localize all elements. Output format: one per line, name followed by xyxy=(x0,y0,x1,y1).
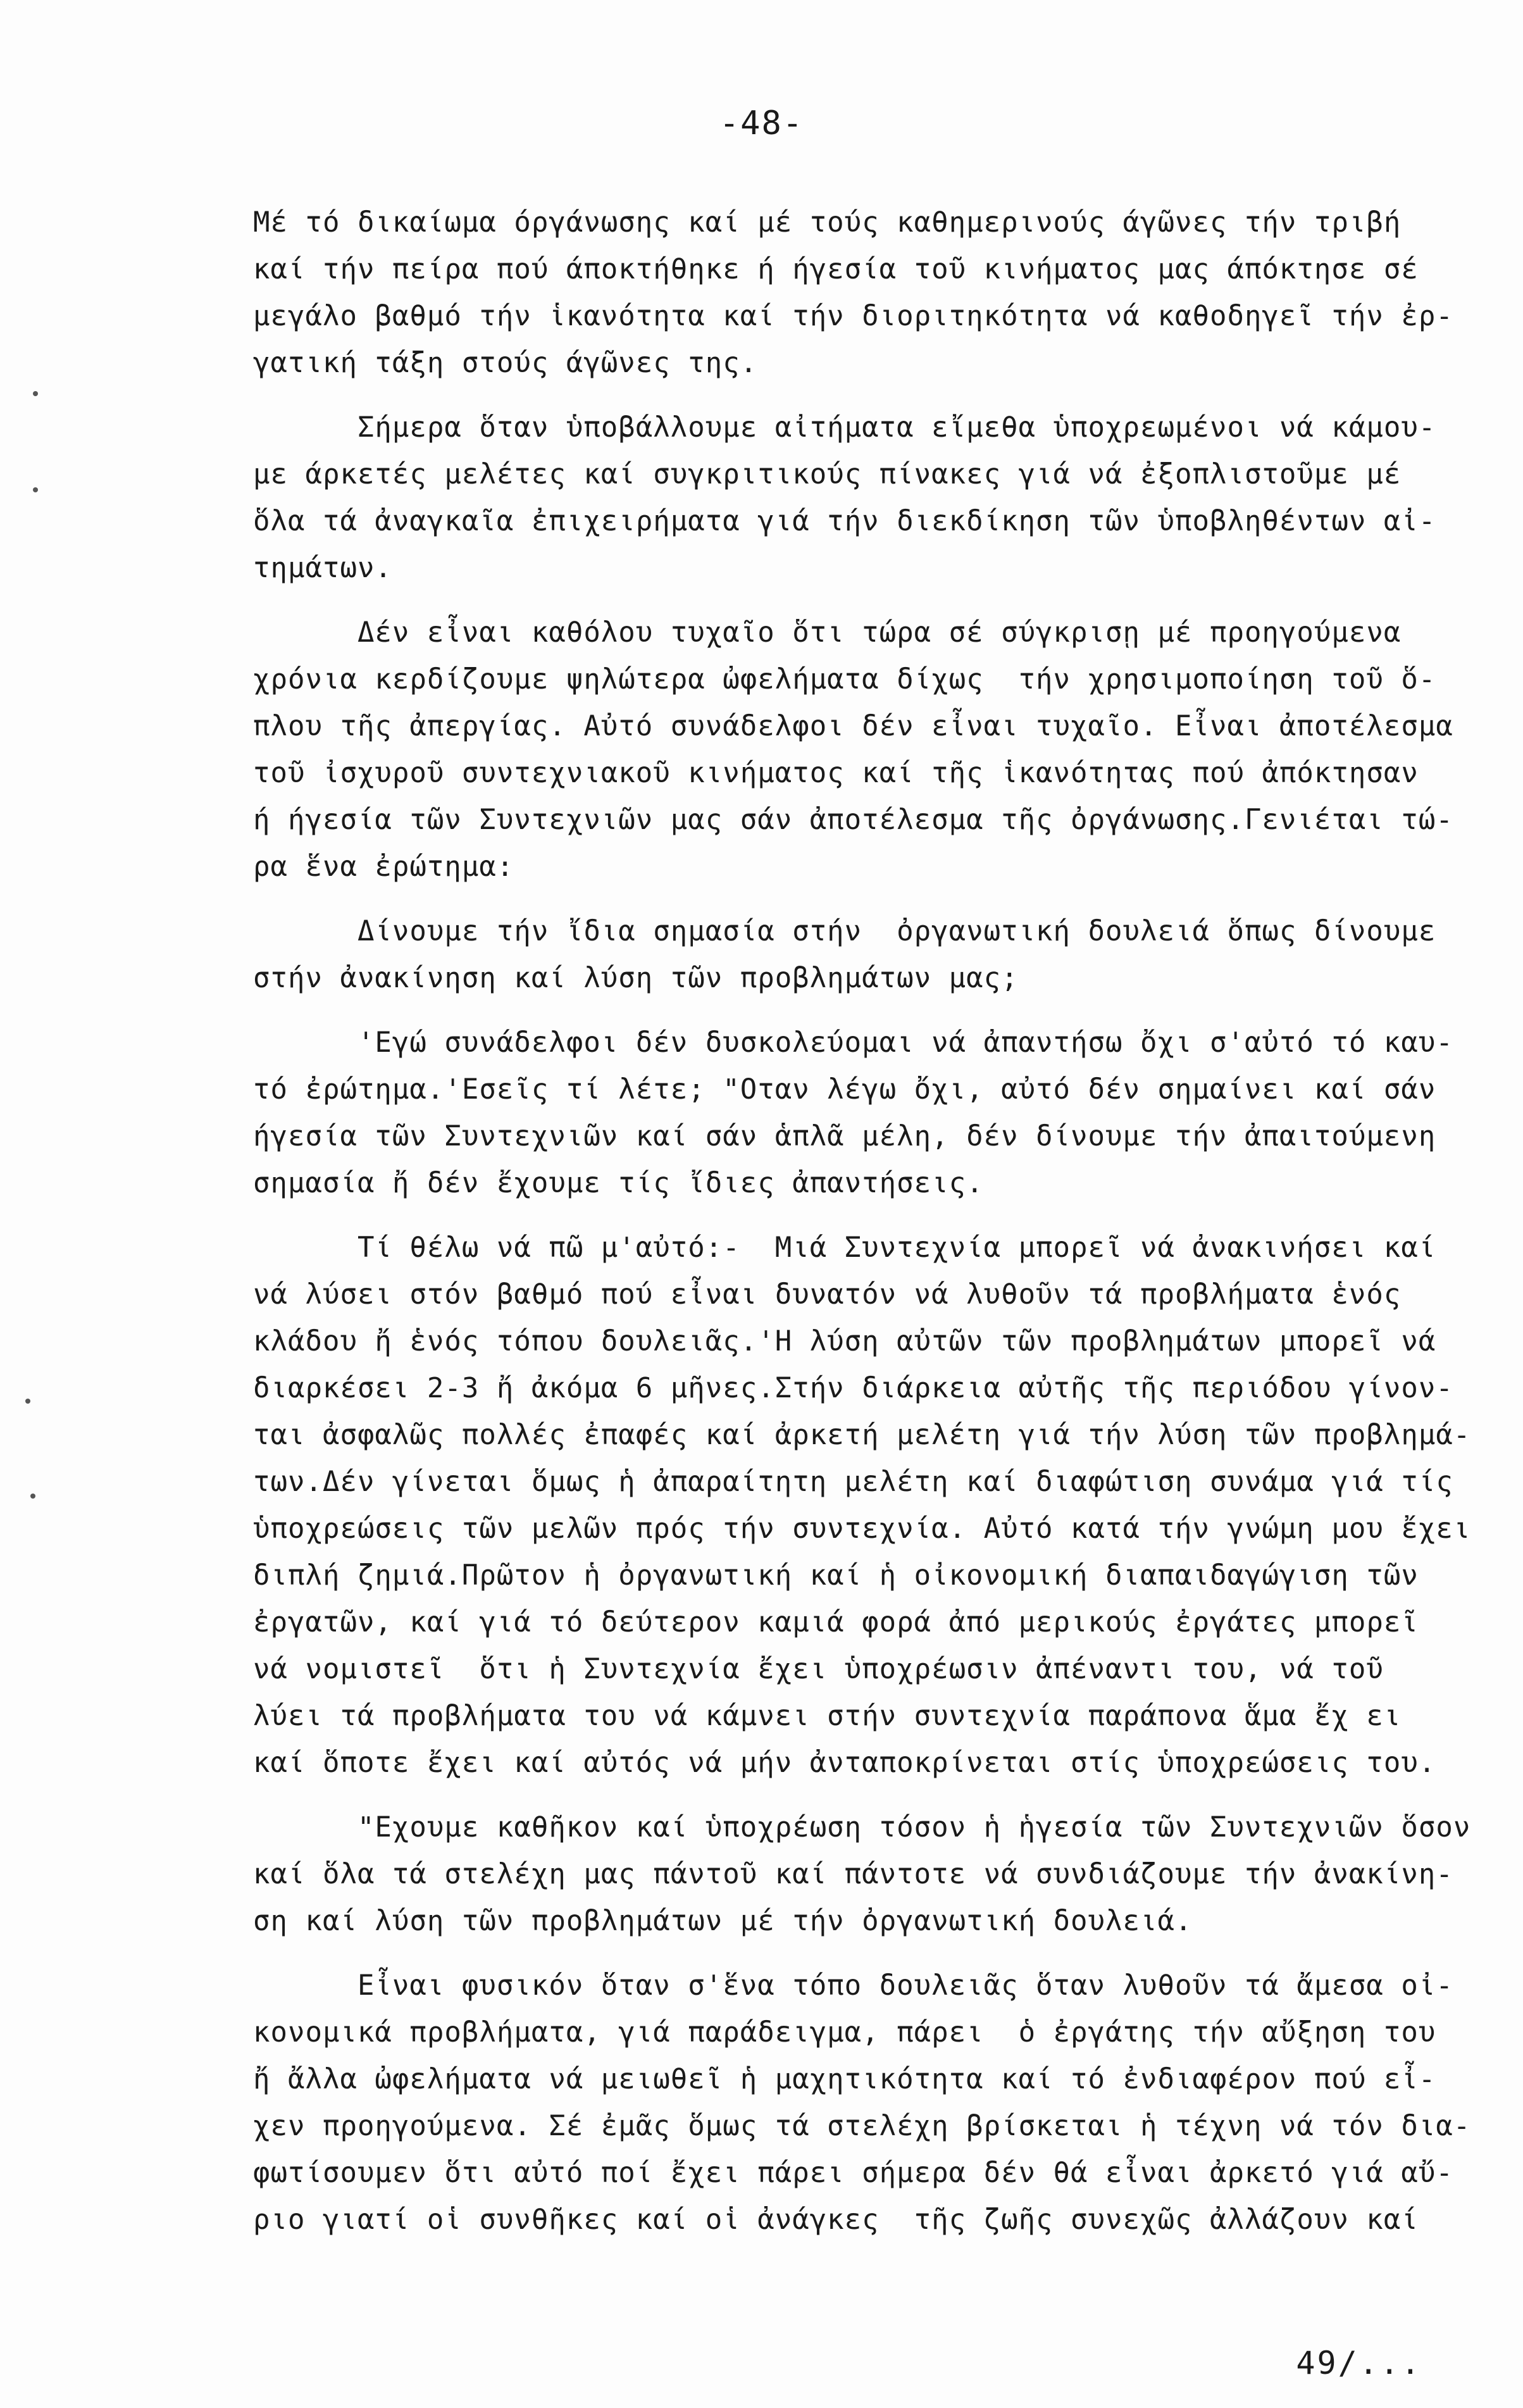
text-line: ή ήγεσία τῶν Συντεχνιῶν μας σάν ἀποτέλεσμα τῆς ὀργάνωσης.Γενιέται τώ- xyxy=(253,804,1453,836)
text-line: τό ἐρώτημα.'Εσεῖς τί λέτε; "Οταν λέγω ὄχι, αὐτό δέν σημαίνει καί σάν xyxy=(253,1073,1436,1106)
text-line: καί ὅλα τά στελέχη μας πάντοῦ καί πάντοτε νά συνδιάζουμε τήν ἀνακίνη- xyxy=(253,1858,1453,1890)
paragraph xyxy=(253,1020,1455,1207)
paragraph xyxy=(253,1962,1471,2243)
text-line: πλου τῆς ἀπεργίας. Αὐτό συνάδελφοι δέν εἶναι τυχαῖο. Εἶναι ἀποτέλεσμα xyxy=(253,710,1453,742)
paragraph xyxy=(253,199,1455,387)
text-line: τημάτων. xyxy=(253,552,392,584)
margin-mark xyxy=(33,487,38,492)
text-line: ρα ἕνα ἐρώτημα: xyxy=(253,851,514,883)
text-line: διαρκέσει 2-3 ἤ ἀκόμα 6 μῆνες.Στήν διάρκεια αὐτῆς τῆς περιόδου γίνον- xyxy=(253,1372,1453,1404)
margin-mark xyxy=(25,1399,30,1404)
text-line: Σήμερα ὅταν ὑποβάλλουμε αἰτήματα εἴμεθα ὑποχρεωμένοι νά κάμου- xyxy=(253,411,1436,444)
paragraph xyxy=(253,1225,1471,1787)
paragraph xyxy=(253,1804,1471,1945)
text-line: τοῦ ἰσχυροῦ συντεχνιακοῦ κινήματος καί τῆς ἱκανότητας πού ἀπόκτησαν xyxy=(253,757,1419,789)
text-line: ὑποχρεώσεις τῶν μελῶν πρός τήν συντεχνία. Αὐτό κατά τήν γνώμη μου ἔχει xyxy=(253,1513,1471,1545)
text-line: Δέν εἶναι καθόλου τυχαῖο ὅτι τώρα σέ σύγκρισῃ μέ προηγούμενα xyxy=(253,616,1402,649)
text-line: ριο γιατί οἱ συνθῆκες καί οἱ ἀνάγκες τῆς ζωῆς συνεχῶς ἀλλάζουν καί xyxy=(253,2204,1419,2236)
text-line: διπλή ζημιά.Πρῶτον ἡ ὀργανωτική καί ἡ οἰκονομική διαπαιδαγώγιση τῶν xyxy=(253,1559,1419,1592)
text-line: "Εχουμε καθῆκον καί ὑποχρέωση τόσον ἡ ἡγεσία τῶν Συντεχνιῶν ὅσον xyxy=(253,1811,1471,1843)
text-line: ται ἀσφαλῶς πολλές ἐπαφές καί ἀρκετή μελέτη γιά τήν λύση τῶν προβλημά- xyxy=(253,1419,1471,1451)
text-line: γατική τάξη στούς άγῶνες της. xyxy=(253,347,758,379)
text-line: 'Εγώ συνάδελφοι δέν δυσκολεύομαι νά ἀπαντήσω ὄχι σ'αὐτό τό καυ- xyxy=(253,1026,1453,1059)
text-line: κλάδου ἤ ἑνός τόπου δουλειᾶς.'Η λύση αὐτῶν τῶν προβλημάτων μπορεῖ νά xyxy=(253,1325,1436,1357)
text-line: καί ὅποτε ἔχει καί αὐτός νά μήν ἀνταποκρίνεται στίς ὑποχρεώσεις του. xyxy=(253,1747,1436,1779)
text-line: ὅλα τά ἀναγκαῖα ἐπιχειρήματα γιά τήν διεκδίκηση τῶν ὑποβληθέντων αἰ- xyxy=(253,505,1436,537)
text-line: Δίνουμε τήν ἴδια σημασία στήν ὀργανωτική δουλειά ὅπως δίνουμε xyxy=(253,915,1436,947)
text-line: με άρκετές μελέτες καί συγκριτικούς πίνακες γιά νά ἐξοπλιστοῦμε μέ xyxy=(253,458,1402,490)
text-line: φωτίσουμεν ὅτι αὐτό ποί ἔχει πάρει σήμερα δέν θά εἶναι ἀρκετό γιά αὔ- xyxy=(253,2157,1453,2189)
text-line: μεγάλο βαθμό τήν ἱκανότητα καί τήν διοριτηκότητα νά καθοδηγεῖ τήν ἐρ- xyxy=(253,300,1453,332)
paragraph xyxy=(253,609,1455,890)
paragraph xyxy=(253,908,1455,1002)
text-line: Εἶναι φυσικόν ὅταν σ'ἕνα τόπο δουλειᾶς ὅταν λυθοῦν τά ἄμεσα οἰ- xyxy=(253,1969,1453,2002)
text-line: ση καί λύση τῶν προβλημάτων μέ τήν ὀργανωτική δουλειά. xyxy=(253,1905,1193,1937)
text-line: νά νομιστεῖ ὅτι ἡ Συντεχνία ἔχει ὑποχρέωσιν ἀπέναντι του, νά τοῦ xyxy=(253,1653,1384,1685)
text-line: κονομικά προβλήματα, γιά παράδειγμα, πάρει ὁ ἐργάτης τήν αὔξηση του xyxy=(253,2016,1436,2049)
text-line: χεν προηγούμενα. Σέ ἐμᾶς ὅμως τά στελέχη βρίσκεται ἡ τέχνη νά τόν δια- xyxy=(253,2110,1471,2142)
text-line: Μέ τό δικαίωμα όργάνωσης καί μέ τούς καθημερινούς άγῶνες τήν τριβή xyxy=(253,206,1402,239)
page-number: -48- xyxy=(719,104,804,142)
page-continuation: 49/... xyxy=(1296,2345,1422,2381)
text-line: σημασία ἤ δέν ἔχουμε τίς ἴδιες ἀπαντήσεις. xyxy=(253,1167,984,1199)
text-line: λύει τά προβλήματα του νά κάμνει στήν συντεχνία παράπονα ἅμα ἔχ ει xyxy=(253,1700,1402,1732)
text-line: χρόνια κερδίζουμε ψηλώτερα ὠφελήματα δίχως τήν χρησιμοποίηση τοῦ ὅ- xyxy=(253,663,1436,696)
margin-mark xyxy=(30,1494,35,1499)
margin-mark xyxy=(33,391,38,396)
text-line: στήν ἀνακίνηση καί λύση τῶν προβλημάτων μας; xyxy=(253,962,1019,994)
text-line: ήγεσία τῶν Συντεχνιῶν καί σάν ἁπλᾶ μέλη, δέν δίνουμε τήν ἀπαιτούμενη xyxy=(253,1120,1436,1152)
text-line: νά λύσει στόν βαθμό πού εἶναι δυνατόν νά λυθοῦν τά προβλήματα ἑνός xyxy=(253,1278,1402,1311)
paragraph xyxy=(253,404,1455,592)
body-text xyxy=(253,199,1471,2261)
text-line: των.Δέν γίνεται ὅμως ἡ ἀπαραίτητη μελέτη καί διαφώτιση συνάμα γιά τίς xyxy=(253,1466,1453,1498)
text-line: ἐργατῶν, καί γιά τό δεύτερον καμιά φορά ἀπό μερικούς ἐργάτες μπορεῖ xyxy=(253,1606,1419,1638)
text-line: Τί θέλω νά πῶ μ'αὐτό:- Μιά Συντεχνία μπορεῖ νά ἀνακινήσει καί xyxy=(253,1232,1436,1264)
text-line: ἤ ἄλλα ὠφελήματα νά μειωθεῖ ἡ μαχητικότητα καί τό ἐνδιαφέρον πού εἶ- xyxy=(253,2063,1436,2095)
text-line: καί τήν πείρα πού άποκτήθηκε ή ήγεσία τοῦ κινήματος μας άπόκτησε σέ xyxy=(253,253,1419,285)
